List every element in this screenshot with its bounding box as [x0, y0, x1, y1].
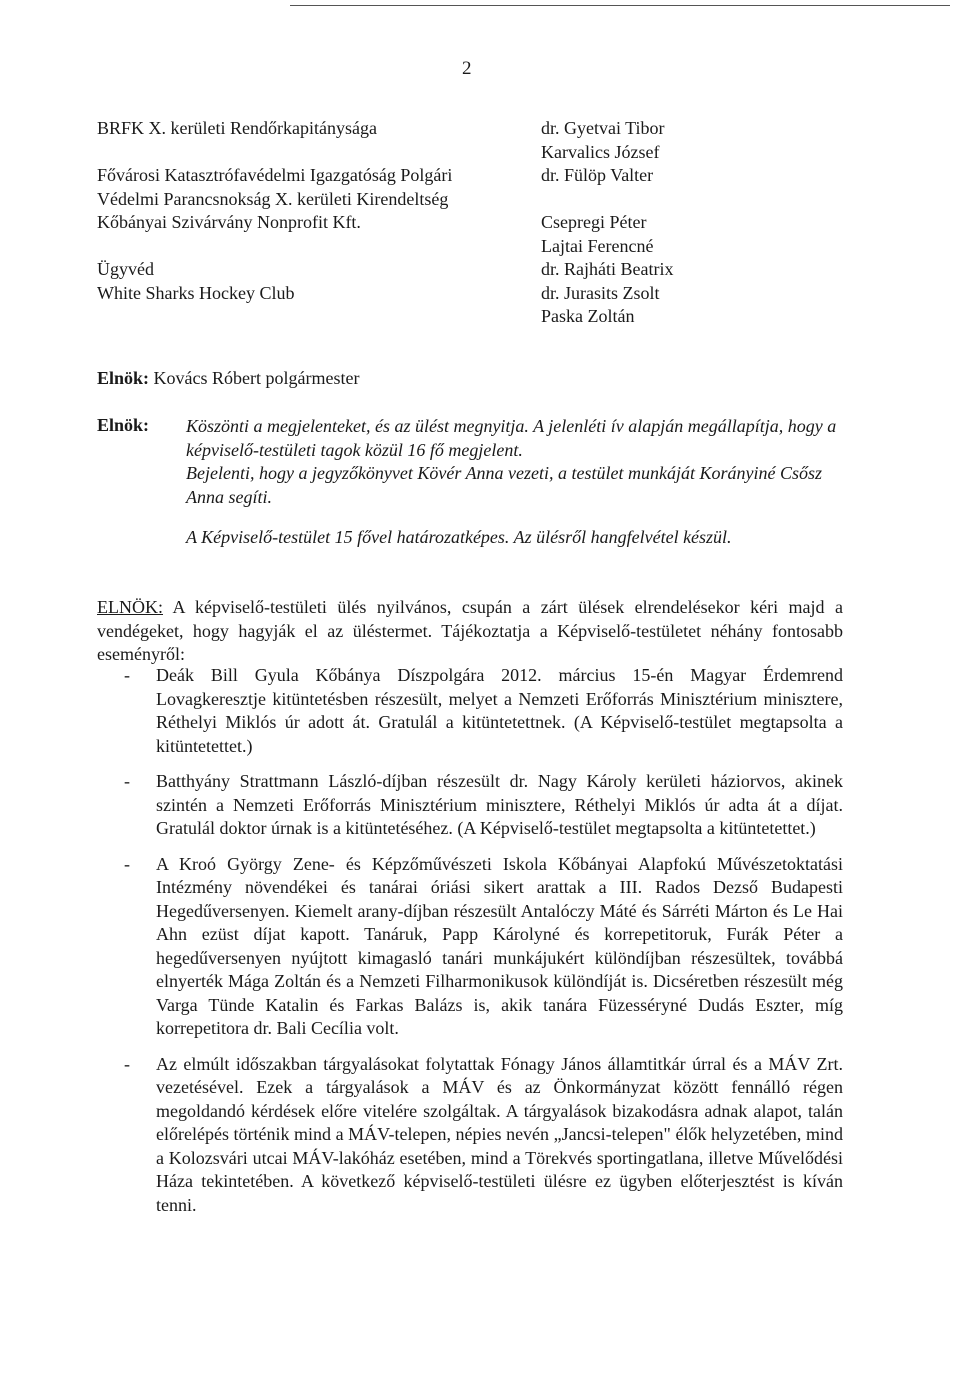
- chair-announcement-lead: ELNÖK:: [97, 597, 163, 617]
- chair-opening-block: [186, 415, 856, 550]
- attendee-name: dr. Jurasits Zsolt: [541, 282, 660, 303]
- list-item-text: Az elmúlt időszakban tárgyalásokat folytattak Fónagy János államtitkár úrral és a MÁV Zrt. vezetésével. Ezek a tárgyalások a MÁV és az Önkormányzat között fennálló régen megoldandó kérdések előre vitelére szolgáltak. A tárgyalások bizakodásra adnak alapot, talán előrelépés történik mind a MÁV-telepen, népies nevén „Jancsi-telepen" élők helyzetében, mind a Kolozsvári utcai MÁV-lakóház esetében, mind a Törekvés sportingatlana, illetve Művelődési Háza tekintetében. A következő képviselő-testületi ülésre ez ügyben előterjesztést is kíván tenni.: [156, 1053, 843, 1215]
- list-item: [97, 664, 843, 758]
- page-number: 2: [462, 58, 472, 79]
- chair-label-2: Elnök:: [97, 415, 150, 435]
- organization-nonprofit: Kőbányai Szivárvány Nonprofit Kft.: [97, 212, 361, 232]
- attendee-name: Karvalics József: [541, 141, 660, 162]
- header-rule: [290, 5, 950, 6]
- organization-police: BRFK X. kerületi Rendőrkapitánysága: [97, 118, 377, 138]
- attendee-name: dr. Rajháti Beatrix: [541, 259, 674, 279]
- list-item-text: Batthyány Strattmann László-díjban részesült dr. Nagy Károly kerületi háziorvos, akinek szintén a Nemzeti Erőforrás Minisztérium minisztere, Réthelyi Miklós úr adta át a díjat. Gratulál doktor úrnak is a kitüntetéséhez. (A Képviselő-testület megtapsolta a kitüntetettet.): [156, 771, 843, 838]
- attendee-name: Csepregi Péter: [541, 212, 647, 232]
- list-item: [97, 853, 843, 1041]
- attendee-name: dr. Fülöp Valter: [541, 165, 654, 185]
- events-list: [97, 664, 843, 1229]
- minutes-paragraph: Bejelenti, hogy a jegyzőkönyvet Kövér Anna vezeti, a testület munkáját Korányiné Csősz Anna segíti.: [186, 463, 823, 507]
- chair-heading: [97, 368, 359, 389]
- dash-bullet: -: [124, 1053, 130, 1074]
- organization-disaster-line-2: Védelmi Parancsnokság X. kerületi Kirendeltség: [97, 188, 449, 209]
- dash-bullet: -: [124, 853, 130, 874]
- opening-paragraph: Köszönti a megjelenteket, és az ülést megnyitja. A jelenléti ív alapján megállapítja, hogy a képviselő-testületi tagok közül 16 fő megjelent.: [186, 416, 837, 460]
- chair-name: Kovács Róbert polgármester: [153, 368, 360, 388]
- dash-bullet: -: [124, 665, 130, 685]
- attendee-organizations: [97, 117, 517, 305]
- attendee-name: Lajtai Ferencné: [541, 235, 654, 256]
- list-item-text: Deák Bill Gyula Kőbánya Díszpolgára 2012. március 15-én Magyar Érdemrend Lovagkeresztje kitüntetésben részesült, melyet a Nemzeti Erőforrás Minisztérium minisztere, Réthelyi Miklós úr adott át. Gratulál a kitüntetettnek. (A Képviselő-testület megtapsolta a kitüntetettet.): [156, 665, 843, 756]
- list-item: [97, 1053, 843, 1218]
- attendee-names: [541, 117, 861, 329]
- attendee-name: dr. Gyetvai Tibor: [541, 118, 665, 138]
- organization-disaster-line-1: Fővárosi Katasztrófavédelmi Igazgatóság Polgári: [97, 165, 453, 185]
- chair-announcement: [97, 596, 843, 667]
- list-item-text: A Kroó György Zene- és Képzőművészeti Iskola Kőbányai Alapfokú Művészetoktatási Intézmény növendékei és tanárai óriási sikert arattak a III. Rados Dezső Budapesti Hegedűversenyen. Kiemelt arany-díjban részesült Antalóczy Máté és Sárréti Márton és Le Hai Ahn ezüst díjat kapott. Tanáruk, Papp Károlyné és korrepetitoruk, Furák Péter a hegedűversenyen nyújtott kimagasló tanári munkájukért különdíjban részesültek, továbbá elnyerték Mága Zoltán és a Nemzeti Filharmonikusok különdíját is. Dicséretben részesült még Varga Tünde Katalin és Farkas Balázs is, akik tanára Füzesséryné Dudás Eszter, míg korrepetitora dr. Bali Cecília volt.: [156, 853, 843, 1038]
- organization-lawyer: Ügyvéd: [97, 259, 154, 279]
- organization-hockey-club: White Sharks Hockey Club: [97, 282, 295, 303]
- chair-label: Elnök:: [97, 368, 150, 388]
- quorum-paragraph: A Képviselő-testület 15 fővel határozatképes. Az ülésről hangfelvétel készül.: [186, 527, 732, 547]
- list-item: [97, 770, 843, 841]
- chair-announcement-text: A képviselő-testületi ülés nyilvános, csupán a zárt ülések elrendelésekor kéri majd a vendégeket, hogy hagyják el az üléstermet. Tájékoztatja a Képviselő-testületet néhány fontosabb eseményről:: [97, 597, 843, 664]
- attendee-name: Paska Zoltán: [541, 306, 635, 326]
- dash-bullet: -: [124, 771, 130, 791]
